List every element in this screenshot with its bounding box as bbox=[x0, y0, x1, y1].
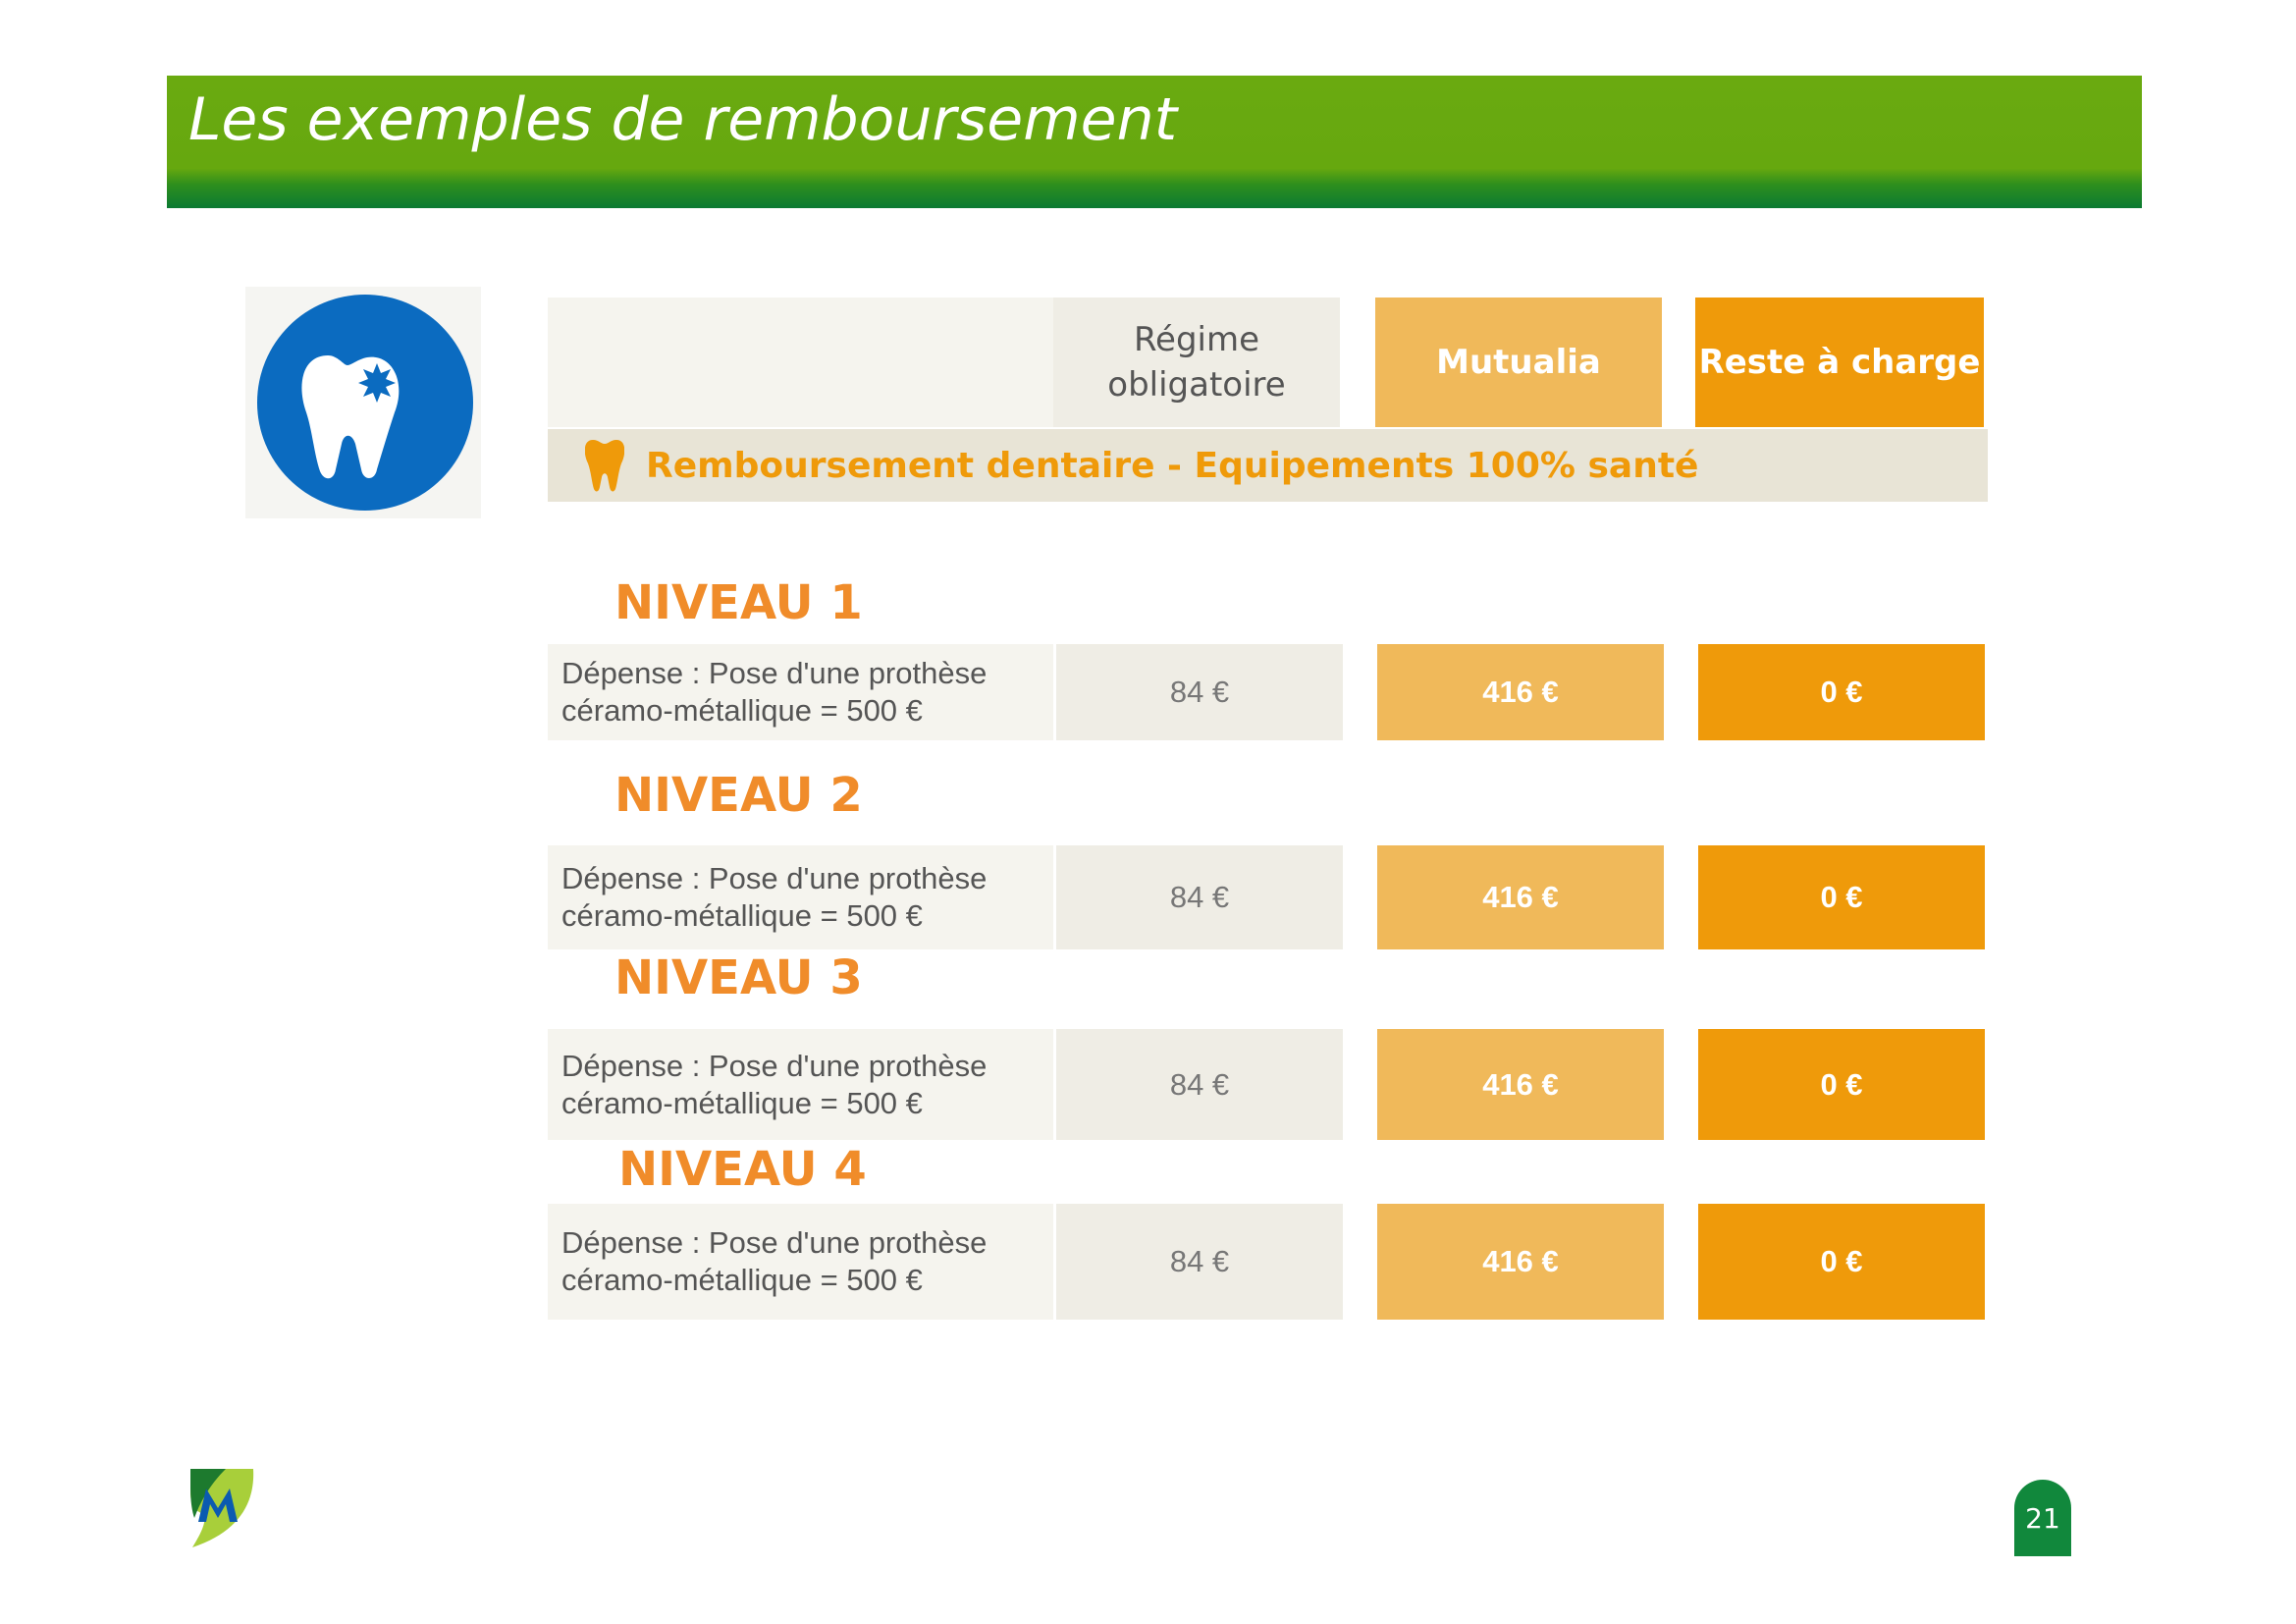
column-header-reste-label: Reste à charge bbox=[1698, 343, 1981, 382]
table-row bbox=[548, 1029, 1988, 1140]
depense-line-2: céramo-métallique = 500 € bbox=[561, 1085, 923, 1120]
depense-line-1: Dépense : Pose d'une prothèse bbox=[561, 656, 988, 690]
section-title: Remboursement dentaire - Equipements 100% santé bbox=[646, 445, 1699, 486]
section-bar bbox=[548, 429, 1988, 502]
table-row bbox=[548, 644, 1988, 740]
column-header-mutualia-label: Mutualia bbox=[1436, 343, 1601, 382]
tooth-icon bbox=[245, 287, 481, 518]
mutualia-logo bbox=[185, 1463, 259, 1556]
depense-cell bbox=[548, 644, 1053, 740]
mutualia-value: 416 € bbox=[1377, 1204, 1664, 1320]
depense-line-2: céramo-métallique = 500 € bbox=[561, 693, 923, 728]
regime-value: 84 € bbox=[1056, 1204, 1343, 1320]
page-number: 21 bbox=[2014, 1480, 2071, 1556]
mutualia-value: 416 € bbox=[1377, 1029, 1664, 1140]
column-header-regime-label: Régime obligatoire bbox=[1107, 320, 1286, 405]
depense-line-1: Dépense : Pose d'une prothèse bbox=[561, 1048, 988, 1083]
column-header-regime bbox=[1053, 298, 1340, 427]
reste-value: 0 € bbox=[1698, 644, 1985, 740]
reste-value: 0 € bbox=[1698, 845, 1985, 949]
dental-icon-tile bbox=[245, 287, 481, 518]
niveau-3-label: NIVEAU 3 bbox=[614, 950, 863, 1005]
niveau-1-label: NIVEAU 1 bbox=[614, 575, 863, 630]
regime-value: 84 € bbox=[1056, 1029, 1343, 1140]
title-bar bbox=[167, 76, 2142, 208]
column-header-mutualia bbox=[1375, 298, 1662, 427]
tooth-icon bbox=[585, 438, 624, 493]
column-header-reste bbox=[1695, 298, 1984, 427]
header-blank-cell bbox=[548, 298, 1053, 427]
depense-line-2: céramo-métallique = 500 € bbox=[561, 1263, 923, 1297]
depense-line-1: Dépense : Pose d'une prothèse bbox=[561, 861, 988, 895]
page-title: Les exemples de remboursement bbox=[188, 85, 1178, 154]
table-row bbox=[548, 1204, 1988, 1320]
mutualia-value: 416 € bbox=[1377, 845, 1664, 949]
mutualia-value: 416 € bbox=[1377, 644, 1664, 740]
reste-value: 0 € bbox=[1698, 1204, 1985, 1320]
niveau-2-label: NIVEAU 2 bbox=[614, 768, 863, 823]
niveau-4-label: NIVEAU 4 bbox=[618, 1142, 867, 1197]
table-row bbox=[548, 845, 1988, 949]
depense-line-2: céramo-métallique = 500 € bbox=[561, 898, 923, 933]
depense-cell bbox=[548, 1029, 1053, 1140]
depense-cell bbox=[548, 845, 1053, 949]
reste-value: 0 € bbox=[1698, 1029, 1985, 1140]
regime-value: 84 € bbox=[1056, 644, 1343, 740]
regime-value: 84 € bbox=[1056, 845, 1343, 949]
depense-line-1: Dépense : Pose d'une prothèse bbox=[561, 1225, 988, 1260]
depense-cell bbox=[548, 1204, 1053, 1320]
